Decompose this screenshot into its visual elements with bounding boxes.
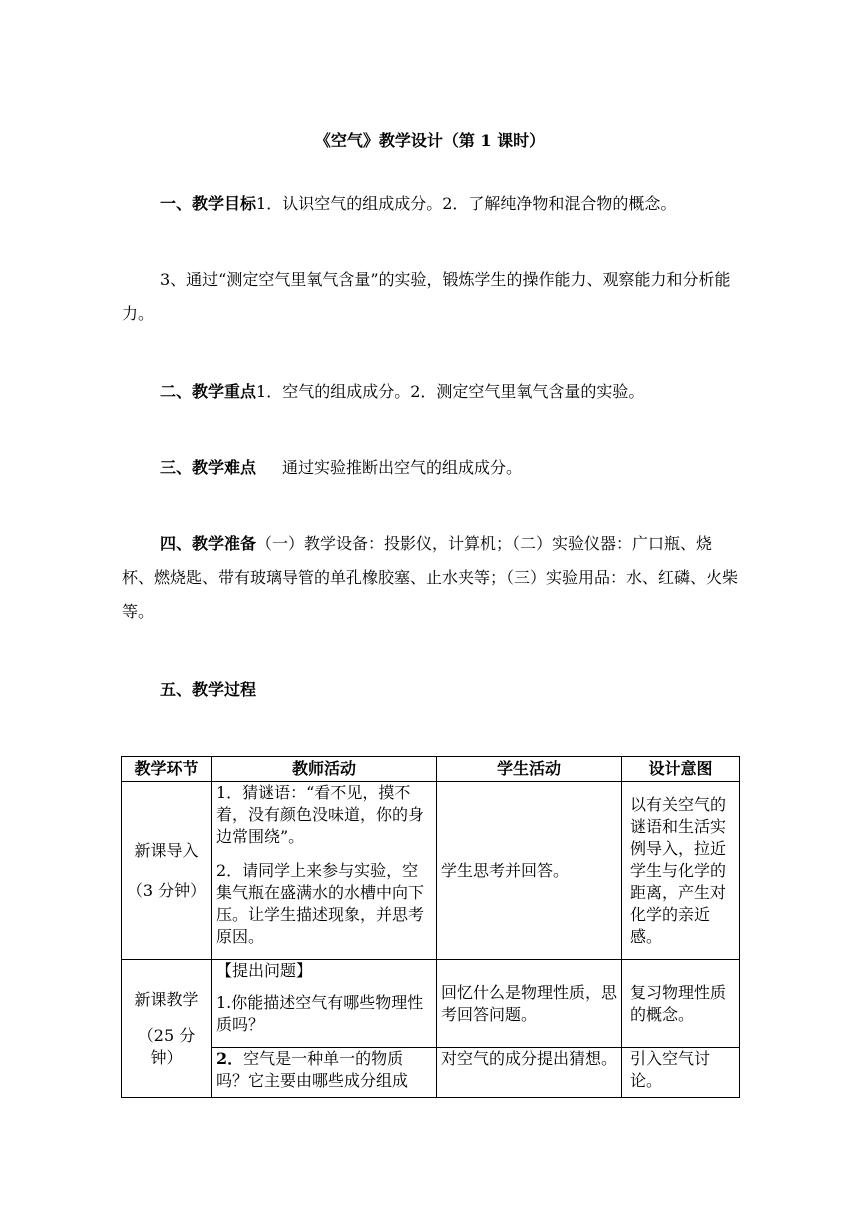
stage-time: （3 分钟） [126, 880, 207, 900]
table-row [122, 960, 740, 1048]
student-activity: 对空气的成分提出猜想。 [441, 1049, 618, 1068]
student-cell [437, 1048, 622, 1098]
process-table [121, 756, 740, 1098]
table-row [122, 1048, 740, 1098]
header-student: 学生活动 [437, 757, 622, 782]
intent-cell [622, 1048, 740, 1098]
preparation-text: （一）教学设备：投影仪，计算机；（二）实验仪器：广口瓶、烧杯、燃烧匙、带有玻璃导管的单孔橡胶塞、止水夹等；（三）实验用品：水、红磷、火柴等。 [122, 534, 739, 621]
header-stage: 教学环节 [122, 757, 212, 782]
header-intent: 设计意图 [622, 757, 740, 782]
teaching-difficulty [122, 451, 738, 485]
teacher-activity: 2．空气是一种单一的物质吗？它主要由哪些成分组成 [216, 1049, 409, 1090]
table-row [122, 782, 740, 960]
preparation-heading: 四、教学准备 [160, 534, 257, 553]
student-activity: 回忆什么是物理性质，思考回答问题。 [441, 982, 618, 1024]
table-header-row [122, 757, 740, 782]
stage-name: 新课教学 [134, 989, 199, 1009]
intent-cell [622, 782, 740, 960]
difficulty-text: 通过实验推断出空气的组成成分。 [282, 458, 523, 477]
teacher-cell [212, 960, 437, 1048]
focus-heading: 二、教学重点 [160, 382, 257, 401]
difficulty-heading: 三、教学难点 [160, 458, 257, 477]
teacher-cell [212, 1048, 437, 1098]
goals-item-3: 3、通过“测定空气里氧气含量”的实验，锻炼学生的操作能力、观察能力和分析能力。 [122, 270, 731, 323]
header-teacher: 教师活动 [212, 757, 437, 782]
teaching-process [122, 673, 738, 707]
teaching-focus [122, 375, 738, 409]
teacher-activity-2: 2．请同学上来参与实验，空集气瓶在盛满水的水槽中向下压。让学生描述现象，并思考原因。 [216, 861, 425, 946]
stage-cell [122, 782, 212, 960]
focus-text: 1．空气的组成成分。2．测定空气里氧气含量的实验。 [256, 382, 645, 401]
teacher-activity-1: 1．猜谜语：“看不见，摸不着，没有颜色没味道，你的身边常围绕”。 [216, 783, 425, 846]
design-intent: 以有关空气的谜语和生活实例导入，拉近学生与化学的距离，产生对化学的亲近感。 [630, 794, 727, 946]
stage-name: 新课导入 [134, 840, 199, 860]
student-cell [437, 782, 622, 960]
teacher-question-heading: 【提出问题】 [216, 961, 313, 980]
student-activity: 学生思考并回答。 [441, 860, 570, 880]
teacher-cell [212, 782, 437, 960]
document-title: 《空气》教学设计（第 1 课时） [314, 131, 546, 150]
teaching-goals [122, 187, 738, 221]
teacher-activity-number: 2． [216, 1049, 244, 1068]
design-intent: 复习物理性质的概念。 [630, 982, 727, 1024]
goals-text: 1．认识空气的组成成分。2．了解纯净物和混合物的概念。 [256, 194, 677, 213]
design-intent: 引入空气讨论。 [630, 1049, 711, 1090]
student-cell [437, 960, 622, 1048]
stage-time: （25 分钟） [137, 1025, 196, 1067]
process-heading: 五、教学过程 [160, 680, 257, 699]
goals-heading: 一、教学目标 [160, 194, 257, 213]
teacher-activity: 1.你能描述空气有哪些物理性质吗？ [216, 993, 424, 1034]
teaching-preparation [122, 527, 738, 629]
stage-cell [122, 960, 212, 1098]
intent-cell [622, 960, 740, 1048]
